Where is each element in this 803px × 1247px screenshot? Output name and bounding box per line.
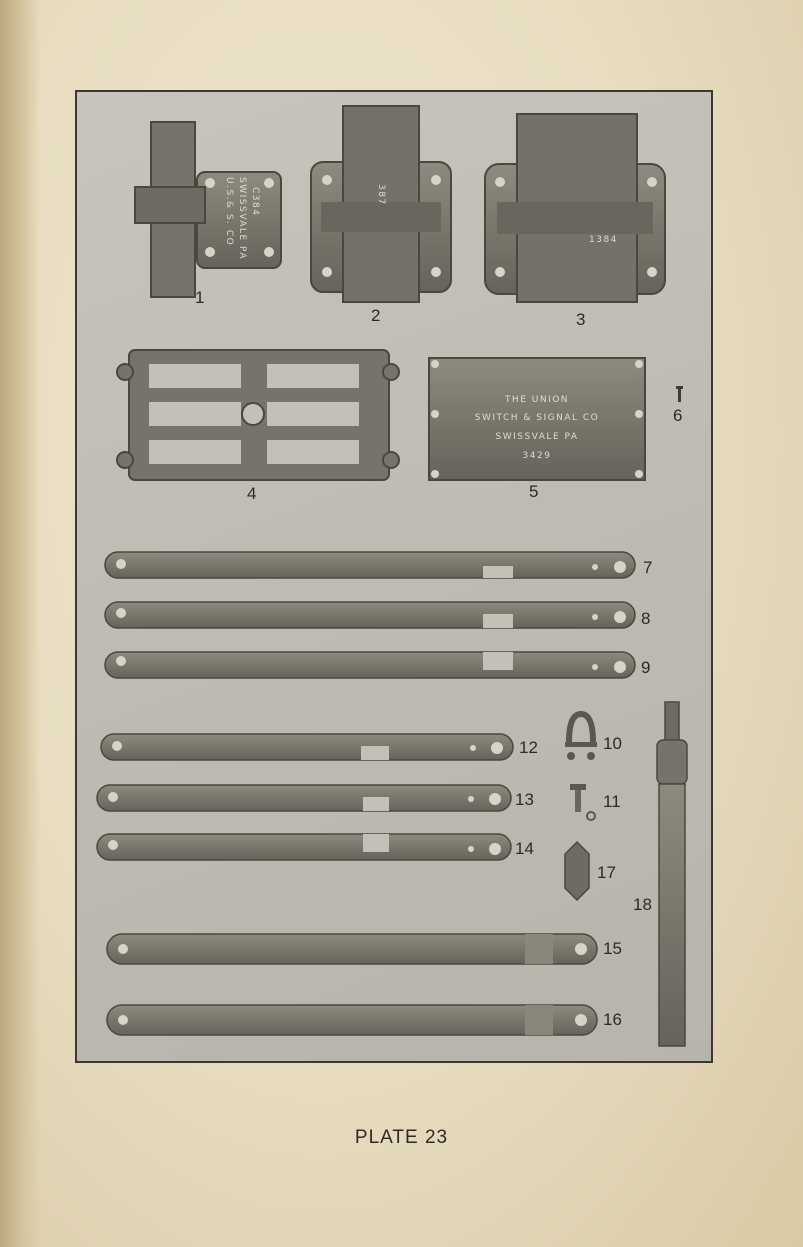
name-plate-line-1: THE UNION: [504, 395, 570, 405]
label-part-5: 5: [529, 482, 539, 501]
part-1-bracket-casting: [135, 122, 281, 297]
part-8-bar: [105, 602, 635, 628]
part-16-bar: [107, 1005, 597, 1035]
name-plate-line-3: SWISSVALE PA: [495, 432, 579, 442]
part-13-bar: [97, 785, 511, 811]
part-4-grid-frame: [117, 350, 399, 480]
part-3-large-casting: [485, 114, 665, 302]
part-6-rivet: [676, 386, 683, 402]
label-part-17: 17: [597, 863, 616, 882]
photo-plate: [75, 90, 713, 1063]
label-part-14: 14: [515, 839, 534, 858]
name-plate-line-2: SWITCH & SIGNAL CO: [474, 413, 600, 423]
page-edge: [0, 0, 40, 1247]
part-9-bar: [105, 652, 635, 678]
plate-caption: PLATE 23: [354, 1127, 449, 1148]
casting-1-line-1: U.S.& S. CO: [224, 177, 234, 247]
label-part-11: 11: [603, 792, 621, 811]
label-part-18: 18: [633, 895, 652, 914]
part-10-clevis: [565, 714, 597, 760]
label-part-3: 3: [576, 310, 586, 329]
part-11-pin: [570, 784, 595, 820]
name-plate-line-4: 3429: [522, 451, 552, 461]
label-part-12: 12: [519, 738, 538, 757]
part-18-rod: [657, 702, 687, 1046]
casting-1-line-2: SWISSVALE PA: [237, 177, 247, 260]
part-2-base-casting: [311, 106, 451, 302]
part-5-name-plate: [429, 358, 645, 480]
casting-3-number: 1384: [589, 235, 618, 245]
part-14-bar: [97, 834, 511, 860]
label-part-13: 13: [515, 790, 534, 809]
label-part-10: 10: [603, 734, 622, 753]
label-part-8: 8: [641, 609, 651, 628]
label-part-15: 15: [603, 939, 622, 958]
part-17-key: [565, 842, 589, 900]
label-part-9: 9: [641, 658, 651, 677]
label-part-1: 1: [195, 288, 205, 307]
parts-illustration: [77, 92, 711, 1061]
part-15-bar: [107, 934, 597, 964]
part-7-bar: [105, 552, 635, 578]
part-12-bar: [101, 734, 513, 760]
label-part-7: 7: [643, 558, 653, 577]
label-part-6: 6: [673, 406, 683, 425]
casting-1-line-3: C384: [250, 187, 260, 217]
label-part-2: 2: [371, 306, 381, 325]
label-part-16: 16: [603, 1010, 622, 1029]
label-part-4: 4: [247, 484, 257, 503]
casting-2-number: 387: [376, 184, 386, 206]
